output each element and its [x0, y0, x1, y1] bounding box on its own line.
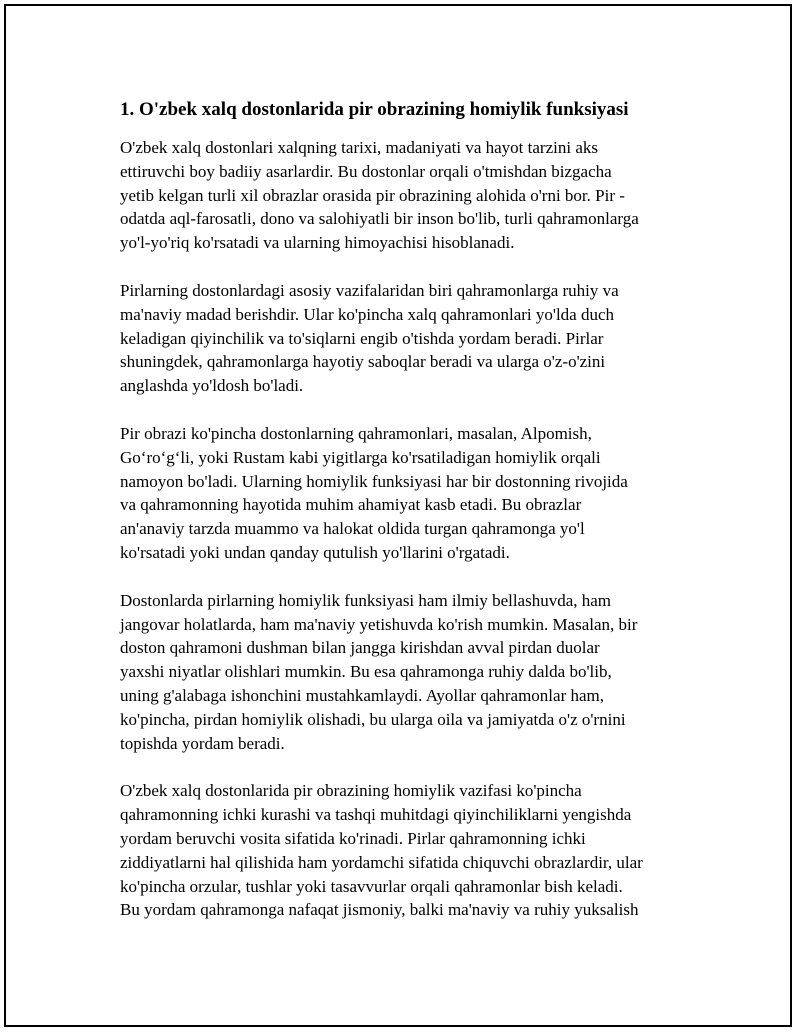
paragraph-line: qahramonning ichki kurashi va tashqi muhitdagi qiyinchiliklarni yengishda — [120, 805, 632, 825]
paragraph-line: shuningdek, qahramonlarga hayotiy saboqlar beradi va ularga o'z-o'zini — [120, 352, 606, 372]
paragraph-line: ziddiyatlarni hal qilishida ham yordamchi sifatida chiquvchi obrazlardir, ular — [120, 852, 643, 872]
paragraph-line: keladigan qiyinchilik va to'siqlarni engib o'tishda yordam beradi. Pirlar — [120, 328, 604, 348]
paragraph-line: Pir obrazi ko'pincha dostonlarning qahramonlari, masalan, Alpomish, — [120, 423, 592, 443]
paragraph-line: ettiruvchi boy badiiy asarlardir. Bu dostonlar orqali o'tmishdan bizgacha — [120, 161, 612, 181]
paragraph-5 — [120, 779, 690, 922]
paragraph-line: O'zbek xalq dostonlarida pir obrazining homiylik vazifasi ko'pincha — [120, 781, 582, 801]
document-content — [120, 98, 690, 946]
paragraph-1 — [120, 136, 690, 255]
paragraph-2 — [120, 279, 690, 398]
paragraph-line: Pirlarning dostonlardagi asosiy vazifalaridan biri qahramonlarga ruhiy va — [120, 280, 619, 300]
paragraph-line: ko'pincha, pirdan homiylik olishadi, bu ularga oila va jamiyatda o'z o'rnini — [120, 709, 626, 729]
paragraph-line: anglashda yo'ldosh bo'ladi. — [120, 376, 304, 396]
paragraph-line: yo'l-yo'riq ko'rsatadi va ularning himoyachisi hisoblanadi. — [120, 233, 515, 253]
paragraph-line: jangovar holatlarda, ham ma'naviy yetishuvda ko'rish mumkin. Masalan, bir — [120, 614, 638, 634]
paragraph-line: yordam beruvchi vosita sifatida ko'rinadi. Pirlar qahramonning ichki — [120, 828, 586, 848]
document-heading: 1. O'zbek xalq dostonlarida pir obrazining homiylik funksiyasi — [120, 99, 629, 120]
document-page — [4, 4, 792, 1027]
paragraph-3 — [120, 422, 690, 565]
paragraph-line: Bu yordam qahramonga nafaqat jismoniy, balki ma'naviy va ruhiy yuksalish — [120, 900, 639, 920]
paragraph-line: Go‘ro‘g‘li, yoki Rustam kabi yigitlarga ko'rsatiladigan homiylik orqali — [120, 447, 601, 467]
paragraph-line: yaxshi niyatlar olishlari mumkin. Bu esa qahramonga ruhiy dalda bo'lib, — [120, 662, 612, 682]
paragraph-4 — [120, 589, 690, 756]
paragraph-line: uning g'alabaga ishonchini mustahkamlaydi. Ayollar qahramonlar ham, — [120, 685, 604, 705]
paragraph-line: odatda aql-farosatli, dono va salohiyatli bir inson bo'lib, turli qahramonlarga — [120, 209, 639, 229]
paragraph-line: namoyon bo'ladi. Ularning homiylik funksiyasi har bir dostonning rivojida — [120, 471, 628, 491]
paragraph-line: yetib kelgan turli xil obrazlar orasida pir obrazining alohida o'rni bor. Pir - — [120, 185, 625, 205]
paragraph-line: topishda yordam beradi. — [120, 733, 285, 753]
paragraph-line: Dostonlarda pirlarning homiylik funksiyasi ham ilmiy bellashuvda, ham — [120, 590, 612, 610]
paragraph-line: an'anaviy tarzda muammo va halokat oldida turgan qahramonga yo'l — [120, 519, 585, 539]
paragraph-line: va qahramonning hayotida muhim ahamiyat kasb etadi. Bu obrazlar — [120, 495, 582, 515]
paragraph-line: ma'naviy madad berishdir. Ular ko'pincha xalq qahramonlari yo'lda duch — [120, 304, 615, 324]
paragraph-line: doston qahramoni dushman bilan jangga kirishdan avval pirdan duolar — [120, 638, 600, 658]
paragraph-line: ko'pincha orzular, tushlar yoki tasavvurlar orqali qahramonlar bish keladi. — [120, 876, 623, 896]
paragraph-line: O'zbek xalq dostonlari xalqning tarixi, madaniyati va hayot tarzini aks — [120, 138, 598, 157]
paragraph-line: ko'rsatadi yoki undan qanday qutulish yo'llarini o'rgatadi. — [120, 542, 510, 562]
